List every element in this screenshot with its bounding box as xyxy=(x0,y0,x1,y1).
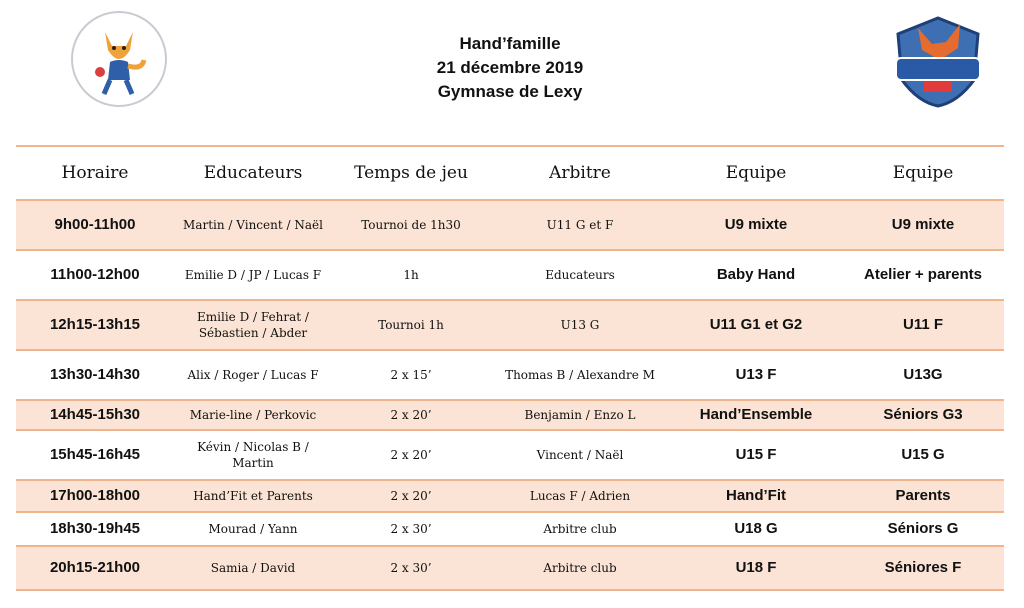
header-temps-de-jeu: Temps de jeu xyxy=(354,163,468,183)
cell-arbitre: Vincent / Naël xyxy=(536,448,624,462)
cell-equipe-1: U15 F xyxy=(735,446,777,463)
cell-horaire: 12h15-13h15 xyxy=(16,300,174,350)
cell-equipe-1: U13 F xyxy=(735,366,777,383)
cell-educateurs: Samia / David xyxy=(174,546,332,590)
cell-arbitre: Educateurs xyxy=(545,268,615,282)
cell-horaire: 20h15-21h00 xyxy=(16,546,174,590)
cell-equipe-1: U9 mixte xyxy=(670,200,842,250)
cell-arbitre: Benjamin / Enzo L xyxy=(490,400,670,430)
cell-horaire: 14h45-15h30 xyxy=(16,400,174,430)
cell-equipe-2: Atelier + parents xyxy=(864,266,982,283)
cell-horaire: 11h00-12h00 xyxy=(50,266,140,283)
table-row xyxy=(16,546,1004,590)
cell-equipe-1: U18 F xyxy=(670,546,842,590)
table-row xyxy=(16,200,1004,250)
cell-horaire: 18h30-19h45 xyxy=(49,520,141,537)
cell-horaire: 13h30-14h30 xyxy=(49,366,141,383)
schedule-body xyxy=(16,200,1004,590)
event-header xyxy=(330,32,690,104)
fox-club-logo xyxy=(70,10,168,108)
cell-temps-de-jeu: Tournoi 1h xyxy=(332,300,490,350)
table-row xyxy=(16,480,1004,512)
cell-educateurs: Emilie D / JP / Lucas F xyxy=(184,268,322,282)
cell-equipe-1: Hand’Ensemble xyxy=(670,400,842,430)
header-educateurs: Educateurs xyxy=(203,163,303,183)
cell-temps-de-jeu: 2 x 20’ xyxy=(332,480,490,512)
cell-horaire: 17h00-18h00 xyxy=(16,480,174,512)
header-equipe-1: Equipe xyxy=(725,163,787,183)
table-row xyxy=(16,512,1004,546)
cell-arbitre: Lucas F / Adrien xyxy=(490,480,670,512)
table-row xyxy=(16,350,1004,400)
cell-equipe-2: U11 F xyxy=(842,300,1004,350)
cell-horaire: 15h45-16h45 xyxy=(49,446,141,463)
table-row xyxy=(16,400,1004,430)
cell-equipe-1: Baby Hand xyxy=(716,266,796,283)
table-row xyxy=(16,300,1004,350)
cell-equipe-2: Séniors G xyxy=(887,520,959,537)
cell-temps-de-jeu: Tournoi de 1h30 xyxy=(332,200,490,250)
schedule-table xyxy=(16,145,1004,591)
cell-temps-de-jeu: 1h xyxy=(403,268,419,282)
event-venue: Gymnase de Lexy xyxy=(437,82,583,101)
table-row xyxy=(16,430,1004,480)
cell-equipe-2: U13G xyxy=(903,366,943,383)
cell-educateurs: Marie-line / Perkovic xyxy=(174,400,332,430)
handball-p2h-logo xyxy=(888,14,988,110)
header-equipe-2: Equipe xyxy=(892,163,954,183)
cell-educateurs: Emilie D / Fehrat / Sébastien / Abder xyxy=(174,300,332,350)
cell-equipe-2: U15 G xyxy=(901,446,945,463)
cell-equipe-1: U11 G1 et G2 xyxy=(670,300,842,350)
cell-equipe-2: Parents xyxy=(842,480,1004,512)
event-title: Hand’famille xyxy=(459,34,561,53)
cell-arbitre: Arbitre club xyxy=(490,546,670,590)
cell-equipe-1: U18 G xyxy=(734,520,778,537)
cell-arbitre: Thomas B / Alexandre M xyxy=(505,368,655,382)
cell-equipe-2: Séniores F xyxy=(842,546,1004,590)
cell-horaire: 9h00-11h00 xyxy=(16,200,174,250)
schedule-header xyxy=(16,146,1004,200)
cell-equipe-1: Hand’Fit xyxy=(670,480,842,512)
cell-educateurs: Alix / Roger / Lucas F xyxy=(187,368,319,382)
cell-temps-de-jeu: 2 x 30’ xyxy=(390,522,432,536)
cell-arbitre: Arbitre club xyxy=(543,522,617,536)
cell-educateurs: Kévin / Nicolas B / Martin xyxy=(197,440,309,470)
cell-equipe-2: U9 mixte xyxy=(842,200,1004,250)
header-horaire: Horaire xyxy=(61,163,129,183)
cell-arbitre: U13 G xyxy=(490,300,670,350)
cell-arbitre: U11 G et F xyxy=(490,200,670,250)
cell-temps-de-jeu: 2 x 20’ xyxy=(390,448,432,462)
cell-temps-de-jeu: 2 x 15’ xyxy=(390,368,432,382)
cell-educateurs: Martin / Vincent / Naël xyxy=(174,200,332,250)
table-row xyxy=(16,250,1004,300)
cell-educateurs: Mourad / Yann xyxy=(208,522,298,536)
cell-temps-de-jeu: 2 x 30’ xyxy=(332,546,490,590)
cell-equipe-2: Séniors G3 xyxy=(842,400,1004,430)
cell-educateurs: Hand’Fit et Parents xyxy=(174,480,332,512)
header-arbitre: Arbitre xyxy=(549,163,611,183)
event-date: 21 décembre 2019 xyxy=(436,58,584,77)
cell-temps-de-jeu: 2 x 20’ xyxy=(332,400,490,430)
